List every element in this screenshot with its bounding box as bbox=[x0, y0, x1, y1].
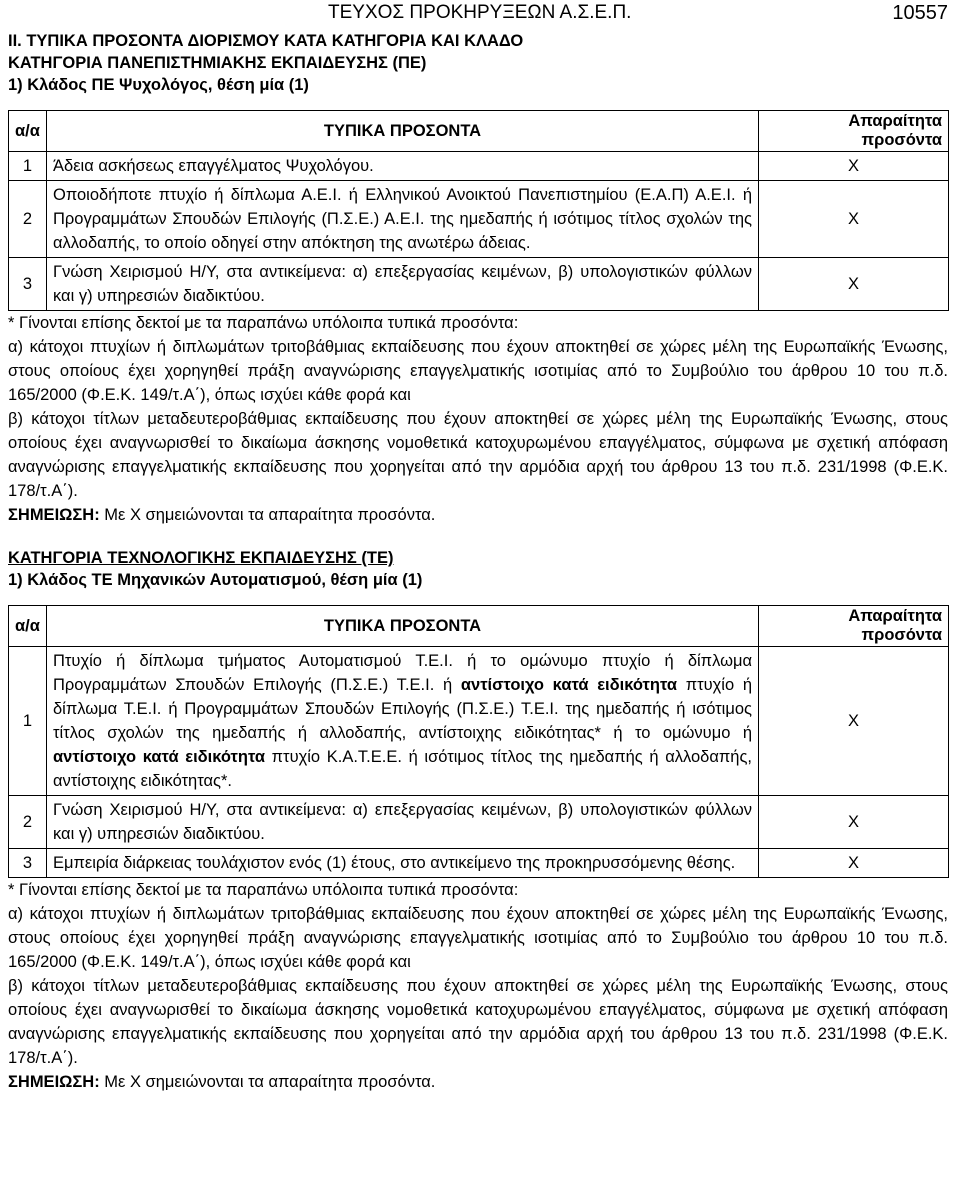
table-row bbox=[9, 258, 949, 311]
table-row bbox=[9, 181, 949, 258]
document-page bbox=[8, 0, 948, 1094]
row-text-bold: αντίστοιχο κατά ειδικότητα bbox=[53, 748, 266, 766]
row-text: Εμπειρία διάρκειας τουλάχιστον ενός (1) έτους, στο αντικείμενο της προκηρυσσόμενης θέσης. bbox=[47, 849, 759, 878]
row-text-part: πτυχίο ή δίπλωμα Τ.Ε.Ι. ή Προγραμμάτων Σπουδών Επιλογής (Π.Σ.Ε.) Τ.Ε.Ι. της ημεδαπής ή ισότιμος τίτλος σχολών της ημεδαπής ή αλλοδαπής, αντίστοιχης ειδικότητας* ή το ομώνυμο ή bbox=[53, 676, 753, 742]
row-text: Γνώση Χειρισμού Η/Υ, στα αντικείμενα: α) επεξεργασίας κειμένων, β) υπολογιστικών φύλλων και γ) υπηρεσιών διαδικτύου. bbox=[47, 796, 759, 849]
footnote-b: β) κάτοχοι τίτλων μεταδευτεροβάθμιας εκπαίδευσης που έχουν αποκτηθεί σε χώρες μέλη της Ευρωπαϊκής Ένωσης, στους οποίους έχει αναγνωρισθεί το δικαίωμα άσκησης νομοθετικά κατοχυρωμένου επαγγέλματος, σύμφωνα με σχετική απόφαση αναγνώρισης επαγγελματικής εκπαίδευσης που χορηγείται από την αρμόδια αρχή του άρθρου 13 του π.δ. 231/1998 (Φ.Ε.Κ. 178/τ.Α΄). bbox=[8, 410, 948, 500]
pe-branch-title: 1) Κλάδος ΠΕ Ψυχολόγος, θέση μία (1) bbox=[8, 76, 309, 94]
footnote-b: β) κάτοχοι τίτλων μεταδευτεροβάθμιας εκπαίδευσης που έχουν αποκτηθεί σε χώρες μέλη της Ευρωπαϊκής Ένωσης, στους οποίους έχει αναγνωρισθεί το δικαίωμα άσκησης νομοθετικά κατοχυρωμένου επαγγέλματος, σύμφωνα με σχετική απόφαση αναγνώρισης επαγγελματικής εκπαίδευσης που χορηγείται από την αρμόδια αρχή του άρθρου 13 του π.δ. 231/1998 (Φ.Ε.Κ. 178/τ.Α΄). bbox=[8, 977, 948, 1067]
page-header bbox=[8, 0, 948, 30]
table-row bbox=[9, 849, 949, 878]
required-mark: Χ bbox=[759, 796, 949, 849]
row-text: Οποιοδήποτε πτυχίο ή δίπλωμα Α.Ε.Ι. ή Ελληνικού Ανοικτού Πανεπιστημίου (Ε.Α.Π) Α.Ε.Ι. ή Προγραμμάτων Σπουδών Επιλογής (Π.Σ.Ε.) Α.Ε.Ι. της ημεδαπής ή ισότιμος τίτλος σχολών της αλλοδαπής, το οποίο οδηγεί στην απόκτηση της ανωτέρω άδειας. bbox=[47, 181, 759, 258]
footnote-a: α) κάτοχοι πτυχίων ή διπλωμάτων τριτοβάθμιας εκπαίδευσης που έχουν αποκτηθεί σε χώρες μέλη της Ευρωπαϊκής Ένωσης, στους οποίους έχει χορηγηθεί πράξη αναγνώρισης επαγγελματικής ισοτιμίας από το Συμβούλιο του άρθρου 10 του π.δ. 165/2000 (Φ.Ε.Κ. 149/τ.Α΄), όπως ισχύει κάθε φορά και bbox=[8, 905, 948, 971]
te-note bbox=[8, 1070, 948, 1094]
row-number: 1 bbox=[9, 647, 47, 796]
issue-title: ΤΕΥΧΟΣ ΠΡΟΚΗΡΥΞΕΩΝ Α.Σ.Ε.Π. bbox=[328, 2, 632, 23]
note-text: Με Χ σημειώνονται τα απαραίτητα προσόντα. bbox=[99, 1073, 436, 1091]
required-mark: Χ bbox=[759, 849, 949, 878]
te-footnotes bbox=[8, 878, 948, 1070]
row-text-bold: αντίστοιχο κατά ειδικότητα bbox=[460, 676, 677, 694]
pe-category-title: ΚΑΤΗΓΟΡΙΑ ΠΑΝΕΠΙΣΤΗΜΙΑΚΗΣ ΕΚΠΑΙΔΕΥΣΗΣ (ΠΕ) bbox=[8, 54, 427, 72]
te-branch-title: 1) Κλάδος ΤΕ Μηχανικών Αυτοματισμού, θέση μία (1) bbox=[8, 571, 423, 589]
note-text: Με Χ σημειώνονται τα απαραίτητα προσόντα. bbox=[99, 506, 436, 524]
te-category-title: ΚΑΤΗΓΟΡΙΑ ΤΕΧΝΟΛΟΓΙΚΗΣ ΕΚΠΑΙΔΕΥΣΗΣ (ΤΕ) bbox=[8, 549, 394, 567]
table-header-row bbox=[9, 111, 949, 152]
table-row bbox=[9, 796, 949, 849]
required-mark: Χ bbox=[759, 258, 949, 311]
footnote-a: α) κάτοχοι πτυχίων ή διπλωμάτων τριτοβάθμιας εκπαίδευσης που έχουν αποκτηθεί σε χώρες μέλη της Ευρωπαϊκής Ένωσης, στους οποίους έχει χορηγηθεί πράξη αναγνώρισης επαγγελματικής ισοτιμίας από το Συμβούλιο του άρθρου 10 του π.δ. 165/2000 (Φ.Ε.Κ. 149/τ.Α΄), όπως ισχύει κάθε φορά και bbox=[8, 338, 948, 404]
pe-footnotes bbox=[8, 311, 948, 503]
row-text-part: Πτυχίο ή δίπλωμα τμήματος Αυτοματισμού Τ.Ε.Ι. ή το ομώνυμο πτυχίο ή δίπλωμα Προγραμμάτων Σπουδών Επιλογής (Π.Σ.Ε.) Τ.Ε.Ι. ή bbox=[53, 652, 752, 694]
note-label: ΣΗΜΕΙΩΣΗ: bbox=[8, 506, 100, 524]
col-header-qualifications: ΤΥΠΙΚΑ ΠΡΟΣΟΝΤΑ bbox=[47, 111, 759, 152]
row-text: Άδεια ασκήσεως επαγγέλματος Ψυχολόγου. bbox=[47, 152, 759, 181]
required-mark: Χ bbox=[759, 152, 949, 181]
row-number: 1 bbox=[9, 152, 47, 181]
required-mark: Χ bbox=[759, 181, 949, 258]
footnote-intro: * Γίνονται επίσης δεκτοί με τα παραπάνω υπόλοιπα τυπικά προσόντα: bbox=[8, 314, 519, 332]
col-header-qualifications: ΤΥΠΙΚΑ ΠΡΟΣΟΝΤΑ bbox=[47, 606, 759, 647]
pe-requirements-table bbox=[8, 110, 949, 311]
required-mark: Χ bbox=[759, 647, 949, 796]
table-header-row bbox=[9, 606, 949, 647]
col-header-aa: α/α bbox=[9, 606, 47, 647]
note-label: ΣΗΜΕΙΩΣΗ: bbox=[8, 1073, 100, 1091]
row-number: 3 bbox=[9, 258, 47, 311]
te-requirements-table bbox=[8, 605, 949, 878]
row-number: 2 bbox=[9, 796, 47, 849]
table-row bbox=[9, 647, 949, 796]
footnote-intro: * Γίνονται επίσης δεκτοί με τα παραπάνω υπόλοιπα τυπικά προσόντα: bbox=[8, 881, 519, 899]
row-text: Γνώση Χειρισμού Η/Υ, στα αντικείμενα: α) επεξεργασίας κειμένων, β) υπολογιστικών φύλλων και γ) υπηρεσιών διαδικτύου. bbox=[47, 258, 759, 311]
pe-note bbox=[8, 503, 948, 527]
row-number: 3 bbox=[9, 849, 47, 878]
row-text bbox=[47, 647, 759, 796]
col-header-aa: α/α bbox=[9, 111, 47, 152]
page-number: 10557 bbox=[892, 2, 948, 24]
row-number: 2 bbox=[9, 181, 47, 258]
row-text-part: πτυχίο Κ.Α.Τ.Ε.Ε. ή ισότιμος τίτλος της ημεδαπής ή αλλοδαπής, αντίστοιχης ειδικότητας*. bbox=[53, 748, 752, 790]
col-header-required: Απαραίτητα προσόντα bbox=[759, 606, 949, 647]
section-title: II. ΤΥΠΙΚΑ ΠΡΟΣΟΝΤΑ ΔΙΟΡΙΣΜΟΥ ΚΑΤΑ ΚΑΤΗΓΟΡΙΑ ΚΑΙ ΚΛΑΔΟ bbox=[8, 32, 524, 50]
col-header-required: Απαραίτητα προσόντα bbox=[759, 111, 949, 152]
table-row bbox=[9, 152, 949, 181]
